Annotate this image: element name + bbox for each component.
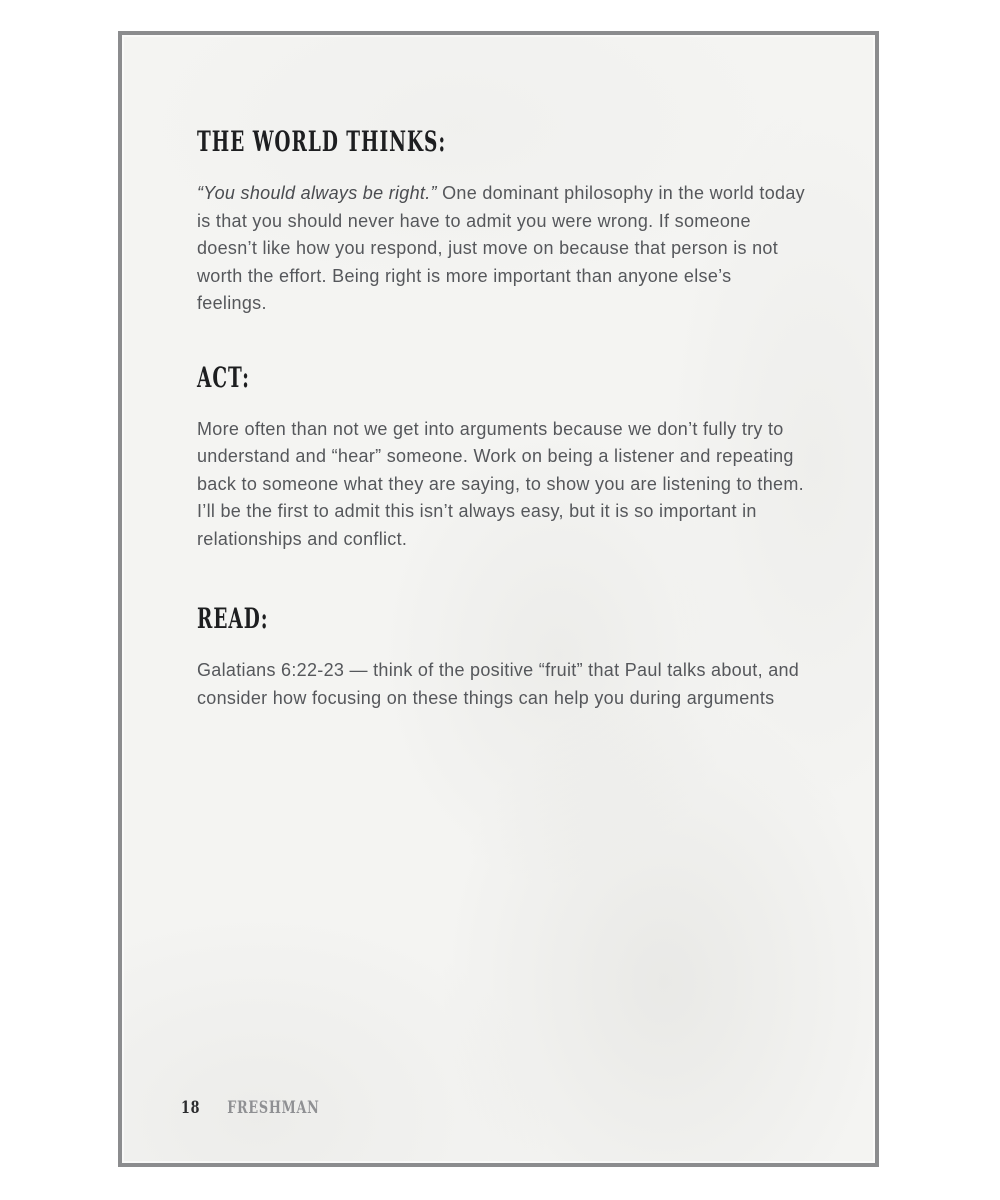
section-paragraph-act: More often than not we get into arguments because we don’t fully try to understand and “hear” someone. Work on being a listener and repeating back to someone what they are saying, to show you are listening to them. I’ll be the first to admit this isn’t always easy, but it is so important in relationships and conflict. — [197, 418, 804, 549]
paragraph-text: One dominant philosophy in the world today is that you should never have to admit you were wrong. If someone doesn’t like how you respond, just move on because that person is not worth the effort. Being right is more important than anyone else’s feelings. — [197, 183, 805, 313]
page-content — [122, 125, 875, 712]
page-number: 18 — [181, 1098, 201, 1118]
section-heading-act: ACT: — [197, 360, 250, 394]
section-heading-the-world-thinks: THE WORLD THINKS: — [197, 125, 447, 158]
book-title: FRESHMAN — [227, 1098, 320, 1118]
section-paragraph-the-world-thinks — [197, 180, 805, 318]
section-heading-read: READ: — [197, 602, 269, 635]
section-paragraph-read: Galatians 6:22-23 — think of the positive “fruit” that Paul talks about, and consider how focusing on these things can help you during arguments — [197, 660, 800, 708]
book-page — [118, 31, 879, 1167]
page-footer — [181, 1098, 320, 1118]
quote-lead: “You should always be right.” — [197, 183, 437, 203]
